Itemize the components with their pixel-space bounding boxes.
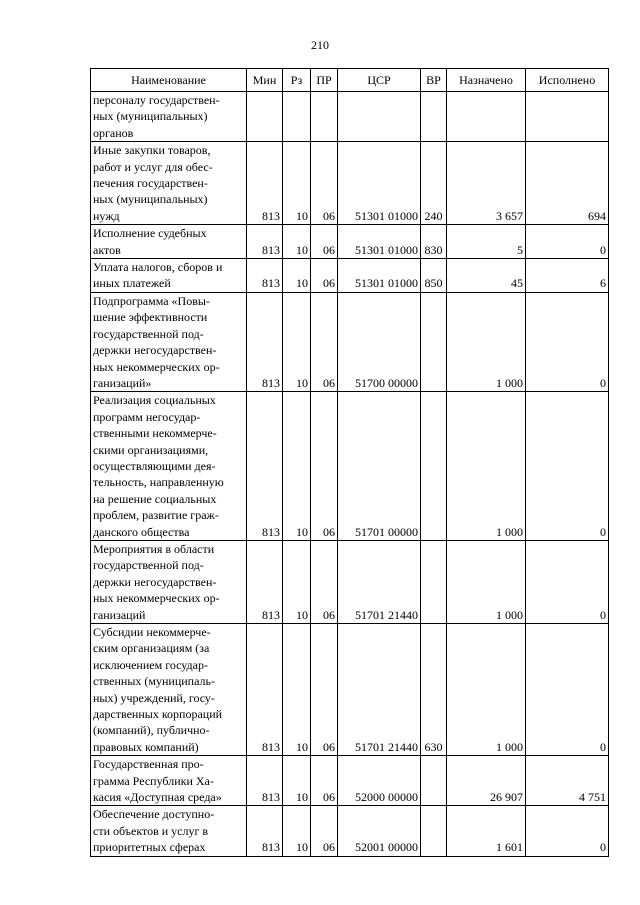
cell-rz: 10 <box>283 142 311 225</box>
name-line: Мероприятия в области <box>93 541 215 556</box>
name-line: Подпрограмма «Повы- <box>93 293 210 308</box>
cell-name <box>91 259 247 293</box>
name-line: касия «Доступная среда» <box>93 790 222 805</box>
name-line: Исполнение судебных <box>93 226 207 241</box>
name-line: органов <box>93 125 134 140</box>
header-rz: Рз <box>283 69 311 92</box>
cell-min: 813 <box>247 225 283 259</box>
cell-pr <box>311 92 338 142</box>
name-line: грамма Республики Ха- <box>93 773 214 788</box>
cell-min: 813 <box>247 292 283 391</box>
cell-csr <box>338 92 421 142</box>
page-number: 210 <box>311 38 329 52</box>
name-line: ственных (муниципаль- <box>93 674 215 689</box>
name-line: держки негосударствен- <box>93 574 217 589</box>
cell-assigned <box>447 92 526 142</box>
name-line: правовых компаний) <box>93 739 199 754</box>
cell-assigned: 1 000 <box>447 292 526 391</box>
name-line: государственной под- <box>93 558 204 573</box>
name-line: исключением государ- <box>93 657 208 672</box>
cell-csr: 52001 00000 <box>338 806 421 856</box>
header-csr: ЦСР <box>338 69 421 92</box>
cell-executed: 0 <box>526 392 609 541</box>
name-line: ским организациям (за <box>93 641 210 656</box>
cell-min: 813 <box>247 624 283 756</box>
header-assigned: Назначено <box>447 69 526 92</box>
name-line: персоналу государствен- <box>93 93 220 107</box>
cell-assigned: 26 907 <box>447 756 526 806</box>
table-row <box>91 92 609 142</box>
header-vr: ВР <box>421 69 447 92</box>
cell-assigned: 1 000 <box>447 392 526 541</box>
cell-assigned: 5 <box>447 225 526 259</box>
cell-csr: 51301 01000 <box>338 142 421 225</box>
cell-rz: 10 <box>283 392 311 541</box>
name-line: Субсидии некоммерче- <box>93 625 211 639</box>
cell-vr: 630 <box>421 624 447 756</box>
cell-executed: 6 <box>526 259 609 293</box>
name-line: нужд <box>93 208 120 223</box>
name-line: ных (муниципальных) <box>93 109 208 124</box>
name-line: Уплата налогов, сборов и <box>93 260 223 275</box>
cell-name <box>91 756 247 806</box>
cell-executed: 0 <box>526 540 609 623</box>
name-line: шение эффективности <box>93 310 208 325</box>
table-row <box>91 806 609 856</box>
table-row <box>91 225 609 259</box>
cell-rz: 10 <box>283 225 311 259</box>
header-name: Наименование <box>91 69 247 92</box>
name-line: ных некоммерческих ор- <box>93 359 220 374</box>
name-line: иных платежей <box>93 276 171 291</box>
cell-executed: 4 751 <box>526 756 609 806</box>
cell-csr: 51700 00000 <box>338 292 421 391</box>
cell-name <box>91 92 247 142</box>
cell-name <box>91 392 247 541</box>
cell-rz: 10 <box>283 624 311 756</box>
cell-csr: 51301 01000 <box>338 225 421 259</box>
cell-executed: 0 <box>526 624 609 756</box>
cell-executed <box>526 92 609 142</box>
budget-table <box>90 68 609 857</box>
name-line: ственными некоммерче- <box>93 426 217 441</box>
cell-name <box>91 540 247 623</box>
cell-executed: 0 <box>526 225 609 259</box>
name-line: Иные закупки товаров, <box>93 143 211 158</box>
name-line: тельность, направленную <box>93 475 224 490</box>
cell-min <box>247 92 283 142</box>
name-line: Обеспечение доступно- <box>93 807 215 822</box>
cell-assigned: 1 000 <box>447 540 526 623</box>
cell-csr: 51301 01000 <box>338 259 421 293</box>
cell-name <box>91 806 247 856</box>
name-line: государственной под- <box>93 326 204 341</box>
cell-vr <box>421 540 447 623</box>
name-line: ных некоммерческих ор- <box>93 591 220 606</box>
cell-min: 813 <box>247 540 283 623</box>
name-line: на решение социальных <box>93 491 217 506</box>
table-row <box>91 259 609 293</box>
cell-name <box>91 225 247 259</box>
name-line: данского общества <box>93 524 190 539</box>
cell-vr <box>421 92 447 142</box>
name-line: актов <box>93 242 121 257</box>
name-line: Реализация социальных <box>93 393 216 408</box>
cell-assigned: 3 657 <box>447 142 526 225</box>
cell-pr: 06 <box>311 806 338 856</box>
cell-name <box>91 142 247 225</box>
cell-vr <box>421 392 447 541</box>
cell-vr <box>421 292 447 391</box>
name-line: сти объектов и услуг в <box>93 823 209 838</box>
cell-name <box>91 624 247 756</box>
cell-pr: 06 <box>311 225 338 259</box>
cell-assigned: 1 000 <box>447 624 526 756</box>
cell-rz <box>283 92 311 142</box>
header-pr: ПР <box>311 69 338 92</box>
name-line: программ негосудар- <box>93 409 201 424</box>
cell-pr: 06 <box>311 392 338 541</box>
table-row <box>91 756 609 806</box>
cell-pr: 06 <box>311 756 338 806</box>
cell-executed: 0 <box>526 292 609 391</box>
cell-min: 813 <box>247 756 283 806</box>
cell-executed: 694 <box>526 142 609 225</box>
cell-assigned: 1 601 <box>447 806 526 856</box>
name-line: Государственная про- <box>93 757 204 772</box>
cell-vr: 850 <box>421 259 447 293</box>
cell-csr: 52000 00000 <box>338 756 421 806</box>
cell-csr: 51701 21440 <box>338 540 421 623</box>
cell-pr: 06 <box>311 292 338 391</box>
name-line: (компаний), публично- <box>93 723 210 738</box>
name-line: скими организациями, <box>93 442 209 457</box>
cell-rz: 10 <box>283 259 311 293</box>
cell-min: 813 <box>247 259 283 293</box>
cell-csr: 51701 21440 <box>338 624 421 756</box>
cell-vr <box>421 756 447 806</box>
name-line: ганизаций» <box>93 375 152 390</box>
cell-pr: 06 <box>311 259 338 293</box>
cell-pr: 06 <box>311 624 338 756</box>
table-body <box>91 92 609 857</box>
name-line: ганизаций <box>93 607 146 622</box>
cell-csr: 51701 00000 <box>338 392 421 541</box>
name-line: приоритетных сферах <box>93 840 206 855</box>
name-line: дарственных корпораций <box>93 707 223 722</box>
cell-pr: 06 <box>311 540 338 623</box>
table-row <box>91 624 609 756</box>
cell-rz: 10 <box>283 292 311 391</box>
cell-executed: 0 <box>526 806 609 856</box>
cell-vr: 240 <box>421 142 447 225</box>
table-row <box>91 540 609 623</box>
cell-min: 813 <box>247 806 283 856</box>
name-line: осуществляющими дея- <box>93 458 216 473</box>
name-line: печения государствен- <box>93 176 208 191</box>
header-min: Мин <box>247 69 283 92</box>
cell-name <box>91 292 247 391</box>
name-line: ных) учреждений, госу- <box>93 690 215 705</box>
header-executed: Исполнено <box>526 69 609 92</box>
name-line: работ и услуг для обес- <box>93 159 213 174</box>
name-line: держки негосударствен- <box>93 343 217 358</box>
cell-vr: 830 <box>421 225 447 259</box>
table-row <box>91 392 609 541</box>
name-line: проблем, развитие граж- <box>93 508 219 523</box>
cell-rz: 10 <box>283 756 311 806</box>
cell-rz: 10 <box>283 540 311 623</box>
cell-assigned: 45 <box>447 259 526 293</box>
table-row <box>91 292 609 391</box>
cell-rz: 10 <box>283 806 311 856</box>
cell-min: 813 <box>247 392 283 541</box>
table-header-row <box>91 69 609 92</box>
cell-pr: 06 <box>311 142 338 225</box>
cell-vr <box>421 806 447 856</box>
name-line: ных (муниципальных) <box>93 192 208 207</box>
table-row <box>91 142 609 225</box>
cell-min: 813 <box>247 142 283 225</box>
